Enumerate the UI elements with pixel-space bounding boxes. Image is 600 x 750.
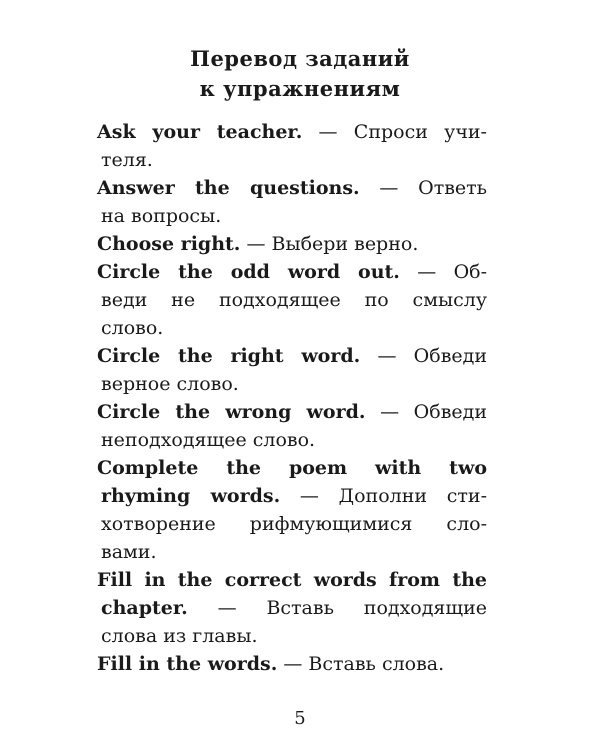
entry-line <box>101 202 487 230</box>
translation-text: неподходящее слово. <box>101 429 316 451</box>
entry-line <box>97 650 487 678</box>
translation-text: веди не подходящее по смыслу <box>101 289 487 311</box>
translation-text: на вопросы. <box>101 205 222 227</box>
instruction-term: Fill in the correct words from the <box>97 569 487 591</box>
translation-text: слово. <box>101 317 164 339</box>
entry-line <box>101 622 487 650</box>
instruction-term: Fill in the words. <box>97 653 278 675</box>
instruction-term: Answer the questions. <box>97 177 360 199</box>
translation-text: — Об- <box>399 261 488 283</box>
entry-line <box>97 174 487 202</box>
translation-text: — Дополни сти- <box>280 485 487 507</box>
instruction-term: Choose right. <box>97 233 241 255</box>
entry-line <box>97 118 487 146</box>
translation-text: теля. <box>101 149 153 171</box>
instruction-term: Circle the right word. <box>97 345 361 367</box>
glossary-entry <box>97 398 487 454</box>
translation-text: — Вставь подходящие <box>187 597 487 619</box>
entry-line <box>97 398 487 426</box>
entry-line <box>97 230 487 258</box>
translation-text: хотворение рифмующимися сло- <box>101 513 487 535</box>
glossary-entry <box>97 454 487 566</box>
instruction-term: Ask your teacher. <box>97 121 303 143</box>
instruction-term: Complete the poem with two <box>97 457 487 479</box>
glossary-entry <box>97 118 487 174</box>
translation-text: вами. <box>101 541 157 563</box>
glossary-entry <box>97 258 487 342</box>
translation-text: слова из главы. <box>101 625 258 647</box>
entry-line <box>101 426 487 454</box>
translation-text: — Вставь слова. <box>277 653 445 675</box>
translation-text: — Обведи <box>365 401 488 423</box>
instruction-term: rhyming words. <box>101 485 281 507</box>
glossary-entries <box>97 118 487 678</box>
translation-text: — Обведи <box>360 345 487 367</box>
glossary-entry <box>97 342 487 398</box>
glossary-entry <box>97 230 487 258</box>
entry-line <box>101 482 487 510</box>
glossary-entry <box>97 566 487 650</box>
glossary-entry <box>97 174 487 230</box>
entry-line <box>97 454 487 482</box>
translation-text: — Ответь <box>359 177 488 199</box>
entry-line <box>101 314 487 342</box>
entry-line <box>97 342 487 370</box>
entry-line <box>101 370 487 398</box>
entry-line <box>101 538 487 566</box>
glossary-entry <box>97 650 487 678</box>
instruction-term: Circle the odd word out. <box>97 261 400 283</box>
translation-text: верное слово. <box>101 373 239 395</box>
page-number: 5 <box>294 708 306 729</box>
page-title-line-2: к упражнениям <box>199 76 401 101</box>
page-title-line-1: Перевод заданий <box>190 46 410 71</box>
translation-text: — Спроси учи- <box>302 121 487 143</box>
entry-line <box>101 594 487 622</box>
entry-line <box>101 510 487 538</box>
translation-text: — Выбери верно. <box>240 233 419 255</box>
entry-line <box>97 566 487 594</box>
entry-line <box>101 286 487 314</box>
instruction-term: Circle the wrong word. <box>97 401 366 423</box>
entry-line <box>97 258 487 286</box>
entry-line <box>101 146 487 174</box>
instruction-term: chapter. <box>101 597 188 619</box>
